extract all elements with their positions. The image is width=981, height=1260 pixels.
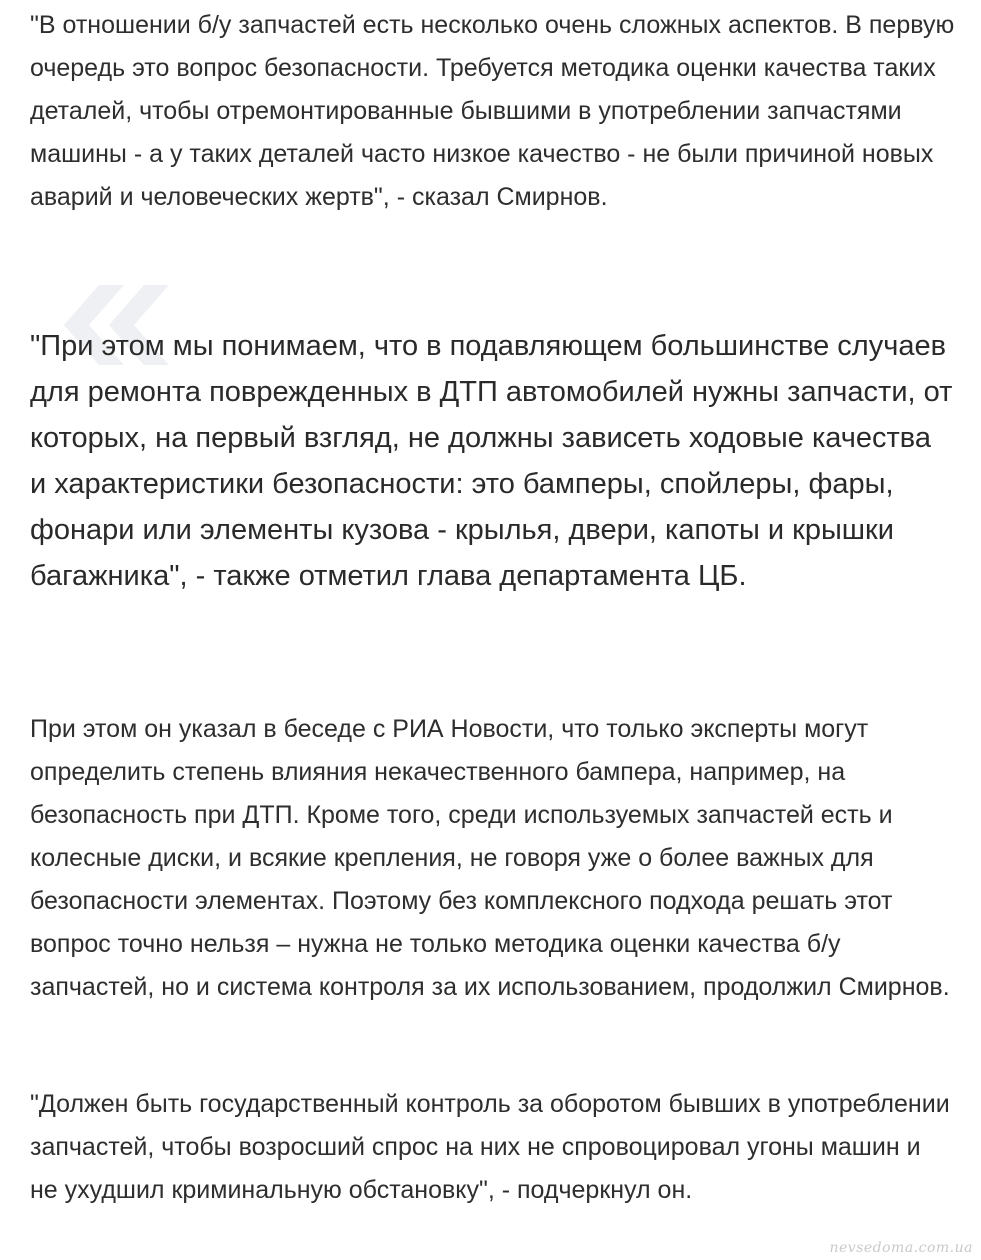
article-paragraph: При этом он указал в беседе с РИА Новости, что только эксперты могут определить степень влияния некачественного бампера, например, на безопасность при ДТП. Кроме того, среди используемых запчастей есть и колесные диски, и всякие крепления, не говоря уже о более важных для безопасности элементах. Поэтому без комплексного подхода решать этот вопрос точно нельзя – нужна не только методика оценки качества б/у запчастей, но и система контроля за их использованием, продолжил Смирнов. <box>30 715 950 1001</box>
quote-text: "При этом мы понимаем, что в подавляющем большинстве случаев для ремонта поврежденных в ДТП автомобилей нужны запчасти, от которых, на первый взгляд, не должны зависеть ходовые качества и характеристики безопасности: это бамперы, спойлеры, фары, фонари или элементы кузова - крылья, двери, капоты и крышки багажника", - также отметил глава департамента ЦБ. <box>30 330 953 592</box>
watermark: nevsedoma.com.ua <box>829 1240 973 1256</box>
article-paragraph: "В отношении б/у запчастей есть несколько очень сложных аспектов. В первую очередь это вопрос безопасности. Требуется методика оценки качества таких деталей, чтобы отремонтированные бывшими в употреблении запчастями машины - а у таких деталей часто низкое качество - не были причиной новых аварий и человеческих жертв", - сказал Смирнов. <box>30 11 955 211</box>
article-paragraph: "Должен быть государственный контроль за оборотом бывших в употреблении запчастей, чтобы возросший спрос на них не спровоцировал угоны машин и не ухудшил криминальную обстановку", - подчеркнул он. <box>30 1090 950 1204</box>
